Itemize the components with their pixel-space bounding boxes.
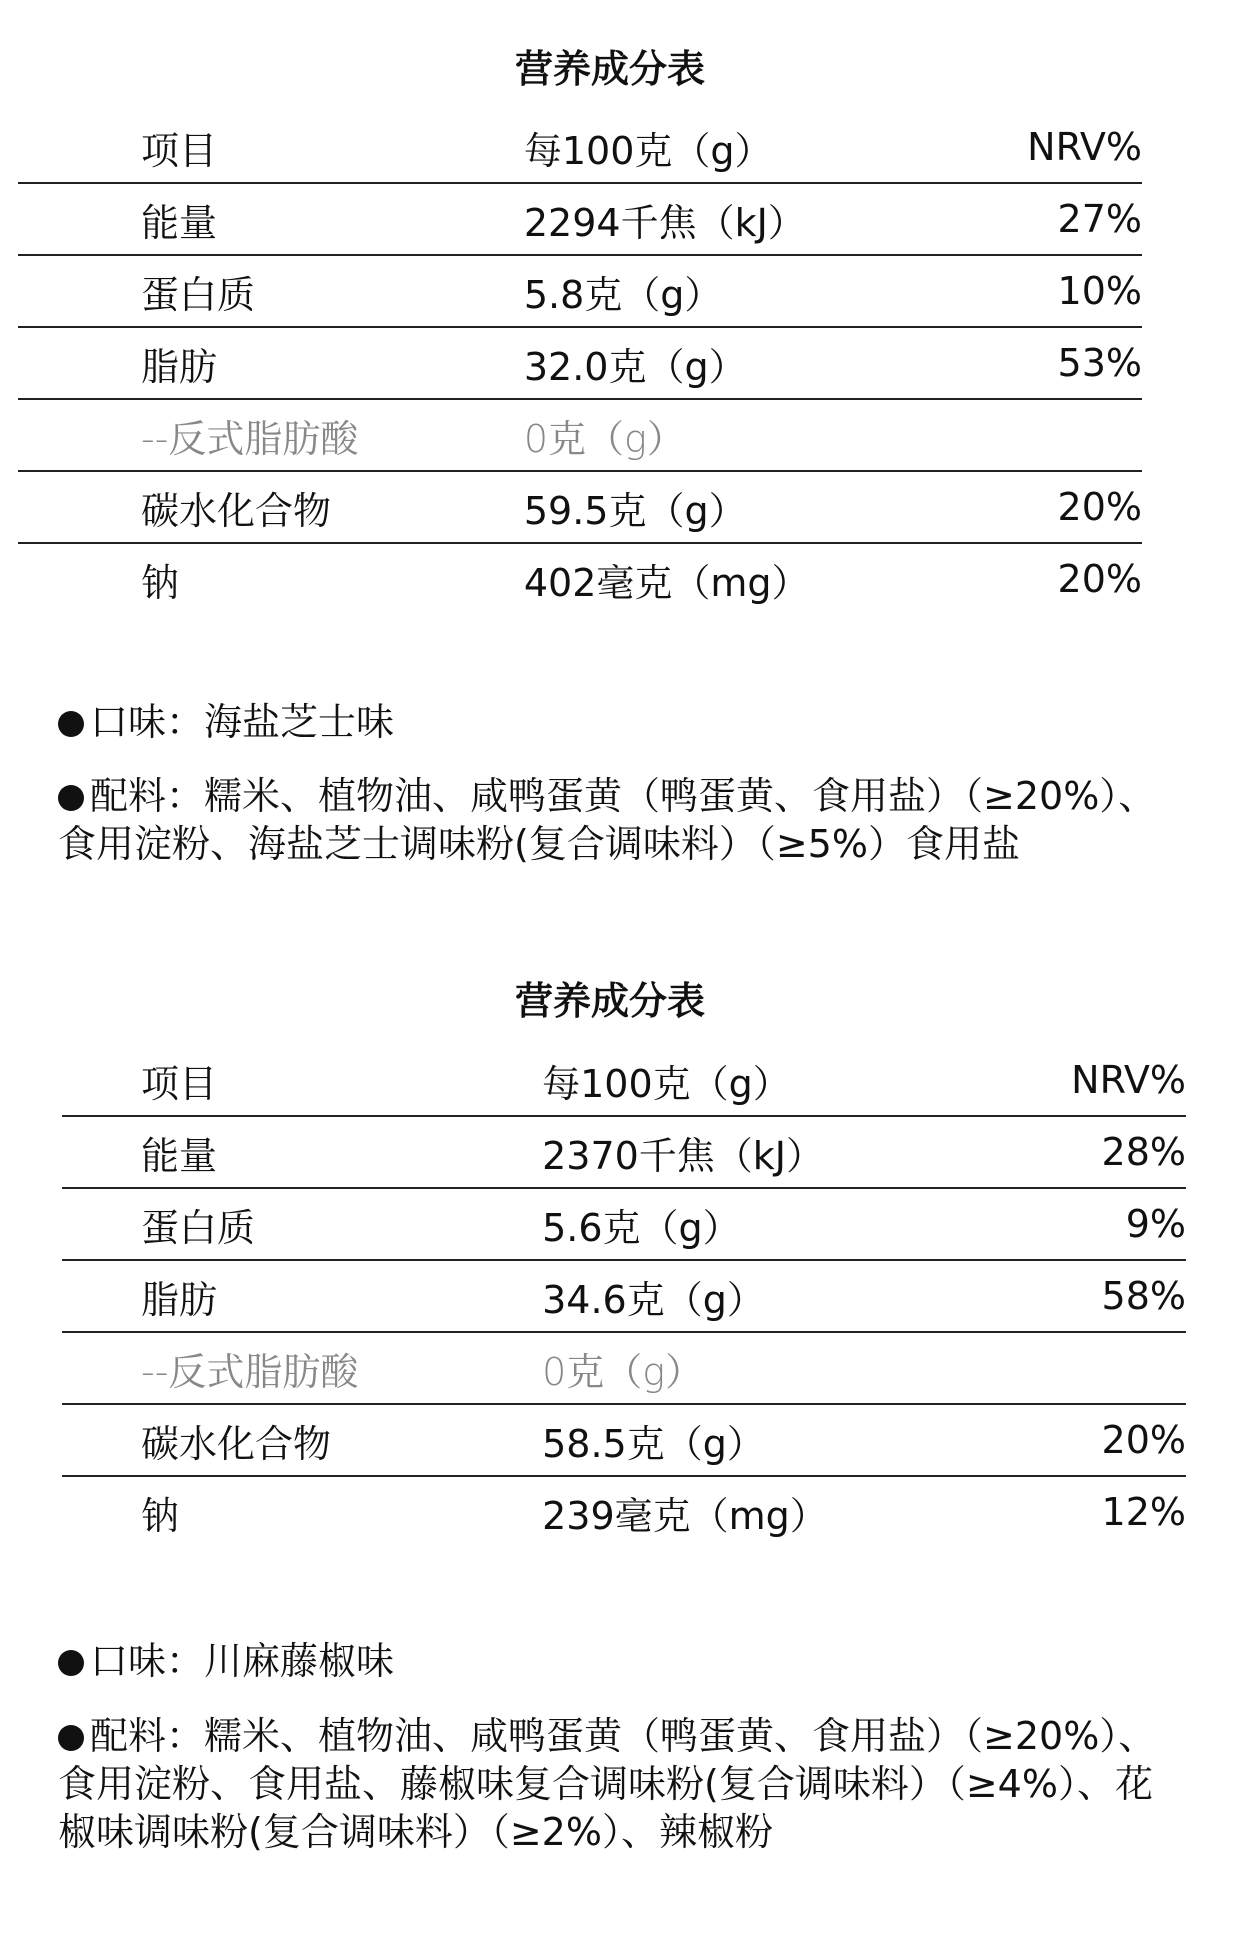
row-name: 碳水化合物	[141, 488, 332, 533]
row-nrv: 27%	[1057, 197, 1142, 241]
row-nrv: 53%	[1057, 341, 1142, 385]
row-value: 5.6克（g）	[542, 1205, 741, 1250]
row-value: 32.0克（g）	[523, 344, 747, 389]
bullet-icon	[58, 1650, 84, 1676]
bullet-icon	[58, 1725, 84, 1751]
table-row	[18, 543, 1142, 614]
row-nrv: 20%	[1057, 485, 1142, 529]
header-item: 项目	[141, 1061, 218, 1106]
bullet-icon	[58, 785, 84, 811]
row-value: 402毫克（mg）	[523, 560, 810, 605]
table-row	[18, 255, 1142, 327]
table-1-title: 营养成分表	[515, 47, 706, 91]
ingredients-line-1	[58, 772, 1188, 868]
row-nrv: 20%	[1101, 1418, 1186, 1462]
row-nrv: 58%	[1101, 1274, 1186, 1318]
table-header-row	[18, 112, 1142, 183]
row-name: 蛋白质	[141, 1205, 256, 1250]
row-value: 58.5克（g）	[542, 1421, 765, 1466]
table-2-title: 营养成分表	[515, 979, 706, 1023]
row-name: --反式脂肪酸	[141, 416, 359, 461]
row-nrv: 20%	[1057, 557, 1142, 601]
row-name: 脂肪	[141, 344, 218, 389]
row-value: 5.8克（g）	[523, 272, 723, 317]
table-row	[18, 183, 1142, 255]
header-item: 项目	[141, 128, 218, 173]
flavor-text: 口味：海盐芝士味	[90, 700, 395, 744]
ingredients-line-2	[58, 1712, 1188, 1856]
table-row	[18, 399, 1142, 471]
row-name: 钠	[141, 1493, 180, 1538]
table-row	[18, 327, 1142, 399]
row-nrv	[1025, 399, 1142, 471]
flavor-line-2	[58, 1637, 1188, 1685]
row-name: 脂肪	[141, 1277, 218, 1322]
row-name: --反式脂肪酸	[141, 1349, 359, 1394]
ingredients-text: 配料：糯米、植物油、咸鸭蛋黄（鸭蛋黄、食用盐）（≥20%）、食用淀粉、食用盐、藤椒味复合调味粉(复合调味料）（≥4%）、花椒味调味粉(复合调味料）（≥2%）、辣椒粉	[58, 1714, 1157, 1854]
nutrition-table-2	[62, 1045, 1186, 1547]
ingredients-text: 配料：糯米、植物油、咸鸭蛋黄（鸭蛋黄、食用盐）（≥20%）、食用淀粉、海盐芝士调味粉(复合调味料）（≥5%）食用盐	[58, 774, 1157, 866]
table-row	[62, 1332, 1186, 1404]
row-name: 能量	[141, 200, 218, 245]
row-nrv	[1064, 1332, 1186, 1404]
header-per100: 每100克（g）	[542, 1061, 791, 1106]
table-row	[18, 471, 1142, 543]
row-name: 能量	[141, 1133, 218, 1178]
row-nrv: 28%	[1101, 1130, 1186, 1174]
row-name: 钠	[141, 560, 180, 605]
header-nrv: NRV%	[1071, 1058, 1186, 1102]
row-value: 0克（g）	[542, 1349, 704, 1394]
row-value: 2294千焦（kJ）	[523, 200, 806, 245]
row-value: 239毫克（mg）	[542, 1493, 828, 1538]
table-row	[62, 1116, 1186, 1188]
table-row	[62, 1260, 1186, 1332]
row-nrv: 10%	[1057, 269, 1142, 313]
row-value: 34.6克（g）	[542, 1277, 765, 1322]
flavor-text: 口味：川麻藤椒味	[90, 1639, 395, 1683]
table-header-row	[62, 1045, 1186, 1116]
bullet-icon	[58, 711, 84, 737]
row-value: 59.5克（g）	[523, 488, 747, 533]
header-nrv: NRV%	[1027, 125, 1142, 169]
header-per100: 每100克（g）	[523, 128, 773, 173]
nutrition-table-1	[18, 112, 1142, 614]
table-row	[62, 1188, 1186, 1260]
row-name: 碳水化合物	[141, 1421, 332, 1466]
row-value: 2370千焦（kJ）	[542, 1133, 825, 1178]
row-nrv: 9%	[1125, 1202, 1186, 1246]
flavor-line-1	[58, 698, 1188, 746]
table-row	[62, 1404, 1186, 1476]
row-value: 0克（g）	[523, 416, 685, 461]
row-nrv: 12%	[1101, 1490, 1186, 1534]
table-row	[62, 1476, 1186, 1547]
row-name: 蛋白质	[141, 272, 256, 317]
